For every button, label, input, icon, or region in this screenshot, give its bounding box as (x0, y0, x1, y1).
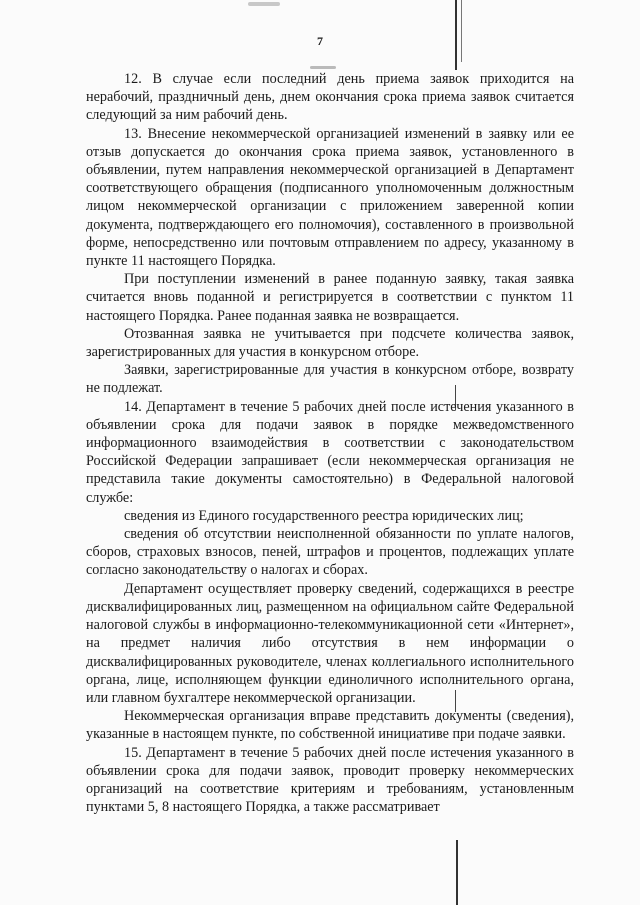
scan-artifact-smudge (248, 2, 280, 6)
paragraph: Отозванная заявка не учитывается при подсчете количества заявок, зарегистрированных для участия в конкурсном отборе. (86, 325, 574, 361)
paragraph: Некоммерческая организация вправе представить документы (сведения), указанные в настоящем пункте, по собственной инициативе при подаче заявки. (86, 708, 574, 743)
paragraph: Департамент осуществляет проверку сведений, содержащихся в реестре дисквалифицированных лиц, размещенном на официальном сайте Федеральной налоговой службы в информационно-телекоммуникационной сети «Интернет», на предмет наличия либо отсутствия в нем информации о дисквалифицированных руководителе, членах коллегиального исполнительного органа, лице, исполняющем функции единоличного исполнительного органа, или главном бухгалтере некоммерческой организации. (86, 580, 574, 706)
paragraph: 15. Департамент в течение 5 рабочих дней после истечения указанного в объявлении срока для подачи заявок, проводит проверку некоммерческих организаций на соответствие критериям и требованиям, установленным пунктами 5, 8 настоящего Порядка, а также рассматривает (86, 744, 574, 816)
paragraph: сведения из Единого государственного реестра юридических лиц; (124, 507, 524, 524)
paragraph: 12. В случае если последний день приема заявок приходится на нерабочий, праздничный день, днем окончания срока приема заявок считается следующий за ним рабочий день. (86, 71, 574, 124)
paragraph: При поступлении изменений в ранее поданную заявку, такая заявка считается вновь поданной и регистрируется в соответствии с пунктом 11 настоящего Порядка. Ранее поданная заявка не возвращается. (86, 271, 574, 324)
paragraph: сведения об отсутствии неисполненной обязанности по уплате налогов, сборов, страховых взносов, пеней, штрафов и процентов, подлежащих уплате согласно законодательству о налогах и сборах. (86, 526, 574, 579)
scan-artifact-line (461, 0, 462, 62)
paragraph: 13. Внесение некоммерческой организацией изменений в заявку или ее отзыв допускается до окончания срока приема заявок, установленного в объявлении, путем направления некоммерческой организацией в Департамент соответствующего обращения (подписанного уполномоченным должностным лицом некоммерческой организации с приложением заверенной копии документа, подтверждающего его полномочия), составленного в произвольной форме, непосредственно или почтовым отправлением по адресу, указанному в пункте 11 настоящего Порядка. (86, 125, 574, 270)
page-number: 7 (317, 34, 323, 48)
scan-artifact-smudge (310, 66, 336, 69)
scan-artifact-line (456, 840, 458, 905)
paragraph: 14. Департамент в течение 5 рабочих дней после истечения указанного в объявлении срока для подачи заявок в порядке межведомственного информационного взаимодействия в соответствии с законодательством Российской Федерации запрашивает (если некоммерческая организация не представила такие документы самостоятельно) в Федеральной налоговой службе: (86, 398, 574, 506)
paragraph: Заявки, зарегистрированные для участия в конкурсном отборе, возврату не подлежат. (86, 362, 574, 397)
document-body (86, 70, 574, 816)
